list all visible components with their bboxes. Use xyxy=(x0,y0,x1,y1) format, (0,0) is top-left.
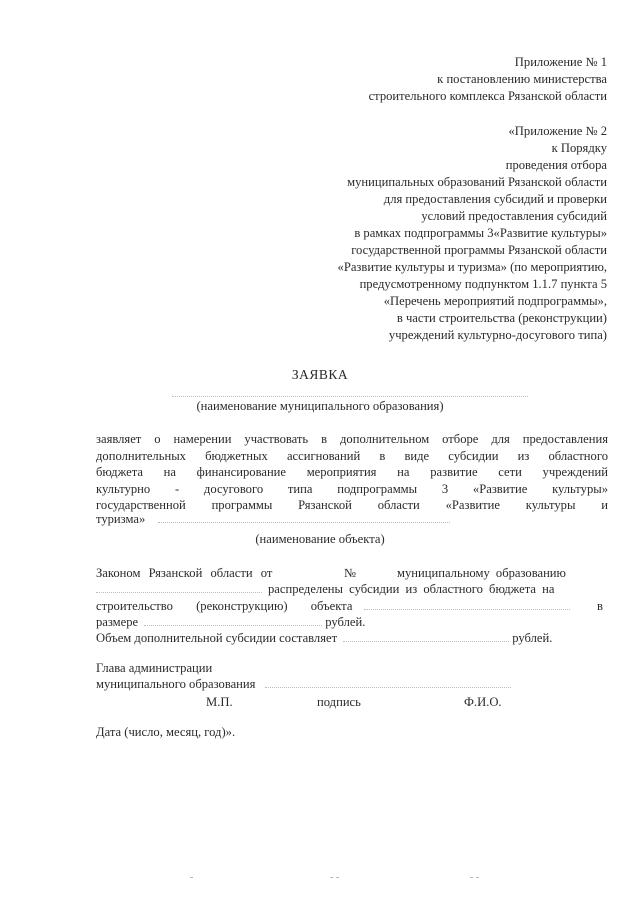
paragraph-line: бюджета на финансирование мероприятия на развитие сети учреждений xyxy=(96,465,608,480)
distribution-line xyxy=(96,582,554,597)
appendix-2-line: для предоставления субсидий и проверки xyxy=(383,192,607,206)
law-number-sign: № xyxy=(344,566,357,580)
scan-mark: - - xyxy=(330,872,340,883)
signature-underline xyxy=(265,686,511,688)
amount-underline xyxy=(144,624,322,626)
object-blank-underline xyxy=(158,521,450,523)
object-line xyxy=(96,599,570,614)
law-text: Законом Рязанской области от xyxy=(96,566,273,580)
appendix-2-line: «Перечень мероприятий подпрограммы», xyxy=(383,294,607,308)
appendix-2-line: условий предоставления субсидий xyxy=(421,209,607,223)
amount-label: размере xyxy=(96,615,139,629)
law-line xyxy=(96,566,272,581)
date-line: Дата (число, месяц, год)». xyxy=(96,725,236,739)
object-name-underline xyxy=(364,608,570,610)
paragraph-line: туризма» xyxy=(96,512,146,526)
paragraph-line: дополнительных бюджетных ассигнований в виде субсидии из областного xyxy=(96,448,608,463)
appendix-2-line: учреждений культурно-досугового типа) xyxy=(388,328,607,342)
extra-subsidy-underline xyxy=(343,640,509,642)
paragraph-line: заявляет о намерении участвовать в дополнительном отборе для предоставления xyxy=(96,432,608,446)
appendix-2-line: проведения отбора xyxy=(505,158,607,172)
extra-subsidy-unit: рублей. xyxy=(512,631,553,645)
signature-label: подпись xyxy=(317,695,361,709)
appendix-2-line: «Развитие культуры и туризма» (по мероприятию, xyxy=(337,260,607,274)
appendix-1-line: к постановлению министерства xyxy=(437,72,607,86)
appendix-2-line: муниципальных образований Рязанской области xyxy=(347,175,607,189)
scan-mark: - xyxy=(190,872,194,883)
appendix-2-line: «Приложение № 2 xyxy=(508,124,607,138)
appendix-2-line: в рамках подпрограммы 3«Развитие культуры» xyxy=(354,226,607,240)
scan-mark: - - xyxy=(470,872,480,883)
extra-subsidy-label: Объем дополнительной субсидии составляет xyxy=(96,631,338,645)
appendix-2-header xyxy=(338,123,607,344)
paragraph-line: культурно - досугового типа подпрограммы 3 «Развитие культуры» xyxy=(96,481,608,496)
head-title-1: Глава администрации xyxy=(96,661,213,675)
fio-label: Ф.И.О. xyxy=(464,695,502,709)
appendix-2-line: к Порядку xyxy=(551,141,607,155)
extra-subsidy-line xyxy=(96,631,552,646)
amount-unit: рублей. xyxy=(325,615,366,629)
appendix-1-header xyxy=(369,54,607,105)
paragraph-last-line xyxy=(96,512,450,527)
appendix-2-line: государственной программы Рязанской области xyxy=(351,243,607,257)
object-in: в xyxy=(597,599,603,613)
appendix-1-line: строительного комплекса Рязанской области xyxy=(368,89,607,103)
paragraph-line: государственной программы Рязанской области «Развитие культуры и xyxy=(96,498,608,513)
head-title-2 xyxy=(96,677,511,692)
municipality-blank-underline xyxy=(96,591,262,593)
blank-underline xyxy=(172,395,528,397)
appendix-1-line: Приложение № 1 xyxy=(514,55,607,69)
document-title: ЗАЯВКА xyxy=(291,367,349,382)
paragraph-intent xyxy=(96,431,608,514)
appendix-2-line: предусмотренному подпунктом 1.1.7 пункта 5 xyxy=(359,277,607,291)
object-text: строительство (реконструкцию) объекта xyxy=(96,599,353,613)
distribution-text: распределены субсидии из областного бюджета на xyxy=(268,582,555,596)
object-caption: (наименование объекта) xyxy=(255,532,385,546)
law-recipient: муниципальному образованию xyxy=(397,566,566,580)
stamp-label: М.П. xyxy=(206,695,233,709)
municipality-caption: (наименование муниципального образования) xyxy=(196,399,444,413)
amount-line xyxy=(96,615,365,630)
appendix-2-line: в части строительства (реконструкции) xyxy=(396,311,607,325)
head-title-text: муниципального образования xyxy=(96,677,256,691)
